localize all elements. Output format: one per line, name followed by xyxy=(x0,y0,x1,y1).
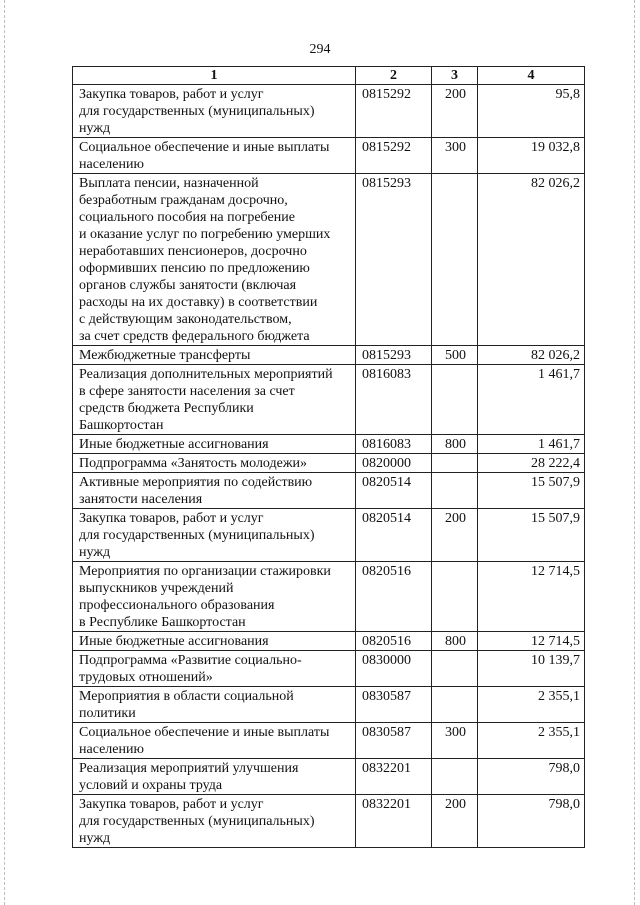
table-row xyxy=(73,435,585,454)
row-amount-cell: 1 461,7 xyxy=(478,435,585,454)
row-type-cell: 200 xyxy=(432,795,478,848)
table-row xyxy=(73,723,585,759)
row-type-cell: 500 xyxy=(432,346,478,365)
table-row xyxy=(73,795,585,848)
row-code-cell: 0820514 xyxy=(356,473,432,509)
row-name-cell: Социальное обеспечение и иные выплаты населению xyxy=(73,138,356,174)
table-row xyxy=(73,509,585,562)
row-name-cell: Подпрограмма «Развитие социально- трудовых отношений» xyxy=(73,651,356,687)
row-amount-cell: 15 507,9 xyxy=(478,473,585,509)
row-amount-cell: 1 461,7 xyxy=(478,365,585,435)
row-code-cell: 0830587 xyxy=(356,687,432,723)
row-name-cell: Мероприятия по организации стажировки выпускников учреждений профессионального образования в Республике Башкортостан xyxy=(73,562,356,632)
row-amount-cell: 12 714,5 xyxy=(478,632,585,651)
row-code-cell: 0832201 xyxy=(356,795,432,848)
column-header-3: 3 xyxy=(432,67,478,85)
table-row xyxy=(73,138,585,174)
row-name-cell: Иные бюджетные ассигнования xyxy=(73,435,356,454)
row-amount-cell: 95,8 xyxy=(478,85,585,138)
row-code-cell: 0820516 xyxy=(356,632,432,651)
row-amount-cell: 82 026,2 xyxy=(478,174,585,346)
column-header-2: 2 xyxy=(356,67,432,85)
row-amount-cell: 12 714,5 xyxy=(478,562,585,632)
row-type-cell xyxy=(432,473,478,509)
row-type-cell: 300 xyxy=(432,138,478,174)
column-header-1: 1 xyxy=(73,67,356,85)
table-row xyxy=(73,562,585,632)
row-name-cell: Межбюджетные трансферты xyxy=(73,346,356,365)
row-name-cell: Активные мероприятия по содействию занятости населения xyxy=(73,473,356,509)
row-code-cell: 0830000 xyxy=(356,651,432,687)
row-code-cell: 0816083 xyxy=(356,435,432,454)
row-type-cell: 800 xyxy=(432,435,478,454)
table-row xyxy=(73,365,585,435)
row-type-cell xyxy=(432,562,478,632)
row-amount-cell: 15 507,9 xyxy=(478,509,585,562)
row-code-cell: 0830587 xyxy=(356,723,432,759)
table-row xyxy=(73,174,585,346)
row-code-cell: 0815292 xyxy=(356,85,432,138)
table-row xyxy=(73,85,585,138)
row-code-cell: 0832201 xyxy=(356,759,432,795)
table-row xyxy=(73,651,585,687)
table-row xyxy=(73,346,585,365)
row-code-cell: 0820000 xyxy=(356,454,432,473)
table-body xyxy=(73,85,585,848)
row-amount-cell: 2 355,1 xyxy=(478,723,585,759)
row-amount-cell: 28 222,4 xyxy=(478,454,585,473)
row-name-cell: Иные бюджетные ассигнования xyxy=(73,632,356,651)
row-amount-cell: 19 032,8 xyxy=(478,138,585,174)
row-code-cell: 0815292 xyxy=(356,138,432,174)
scan-edge-left xyxy=(4,0,5,905)
row-name-cell: Социальное обеспечение и иные выплаты населению xyxy=(73,723,356,759)
row-name-cell: Закупка товаров, работ и услуг для государственных (муниципальных) нужд xyxy=(73,795,356,848)
row-type-cell xyxy=(432,759,478,795)
row-type-cell: 300 xyxy=(432,723,478,759)
column-header-4: 4 xyxy=(478,67,585,85)
row-amount-cell: 2 355,1 xyxy=(478,687,585,723)
row-code-cell: 0815293 xyxy=(356,346,432,365)
table-row xyxy=(73,473,585,509)
row-type-cell: 200 xyxy=(432,509,478,562)
table-row xyxy=(73,632,585,651)
budget-table xyxy=(72,66,585,848)
row-code-cell: 0816083 xyxy=(356,365,432,435)
table-row xyxy=(73,687,585,723)
row-amount-cell: 82 026,2 xyxy=(478,346,585,365)
table-row xyxy=(73,759,585,795)
row-name-cell: Реализация мероприятий улучшения условий и охраны труда xyxy=(73,759,356,795)
row-amount-cell: 10 139,7 xyxy=(478,651,585,687)
row-type-cell xyxy=(432,454,478,473)
row-type-cell xyxy=(432,651,478,687)
row-type-cell xyxy=(432,687,478,723)
row-code-cell: 0820516 xyxy=(356,562,432,632)
scan-edge-right xyxy=(634,0,635,905)
row-code-cell: 0820514 xyxy=(356,509,432,562)
row-name-cell: Закупка товаров, работ и услуг для государственных (муниципальных) нужд xyxy=(73,85,356,138)
row-name-cell: Подпрограмма «Занятость молодежи» xyxy=(73,454,356,473)
table-header-row xyxy=(73,67,585,85)
row-name-cell: Выплата пенсии, назначенной безработным гражданам досрочно, социального пособия на погребение и оказание услуг по погребению умерших неработавших пенсионеров, досрочно оформивших пенсию по предложению органов службы занятости (включая расходы на их доставку) в соответствии с действующим законодательством, за счет средств федерального бюджета xyxy=(73,174,356,346)
row-name-cell: Реализация дополнительных мероприятий в сфере занятости населения за счет средств бюджета Республики Башкортостан xyxy=(73,365,356,435)
row-amount-cell: 798,0 xyxy=(478,759,585,795)
row-type-cell xyxy=(432,174,478,346)
row-type-cell: 200 xyxy=(432,85,478,138)
row-amount-cell: 798,0 xyxy=(478,795,585,848)
page-number: 294 xyxy=(309,42,331,57)
table-row xyxy=(73,454,585,473)
row-type-cell xyxy=(432,365,478,435)
row-type-cell: 800 xyxy=(432,632,478,651)
row-code-cell: 0815293 xyxy=(356,174,432,346)
row-name-cell: Мероприятия в области социальной политики xyxy=(73,687,356,723)
row-name-cell: Закупка товаров, работ и услуг для государственных (муниципальных) нужд xyxy=(73,509,356,562)
